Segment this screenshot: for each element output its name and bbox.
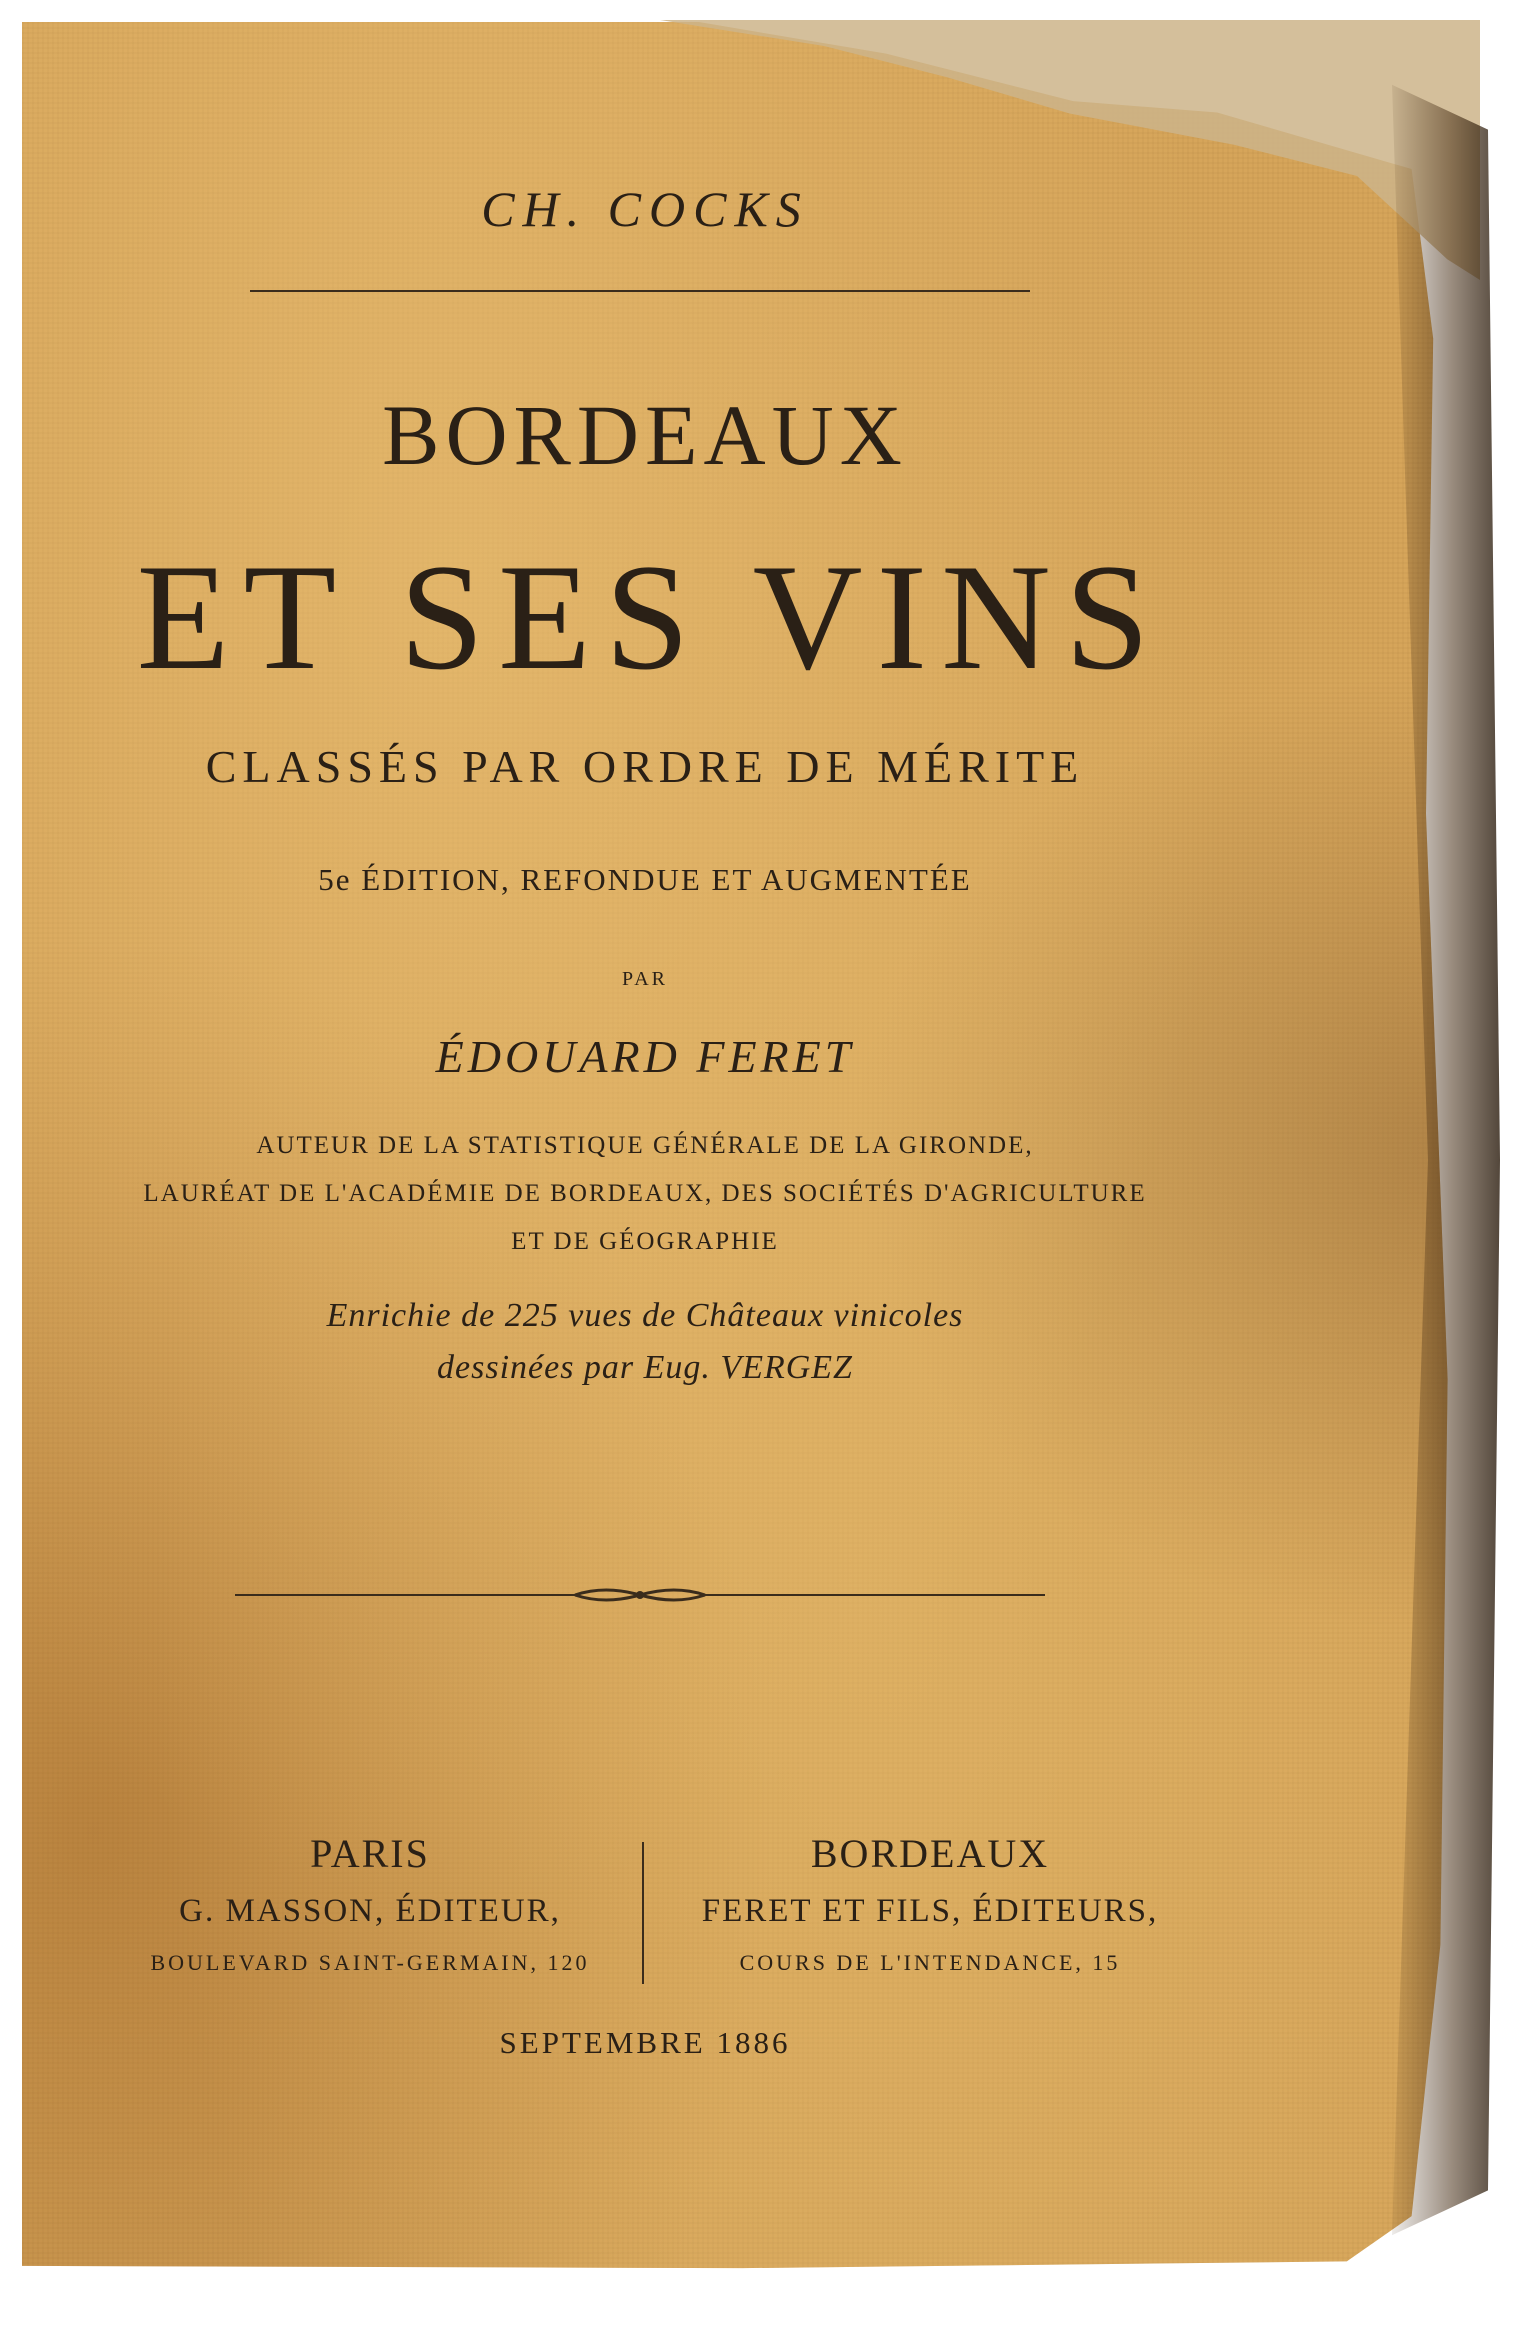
- publisher-name: FERET ET FILS, ÉDITEURS,: [701, 1893, 1159, 1929]
- credit-line: ET DE GÉOGRAPHIE: [511, 1228, 779, 1255]
- credit-line: AUTEUR DE LA STATISTIQUE GÉNÉRALE DE LA GIRONDE,: [256, 1132, 1034, 1159]
- publisher-city: PARIS: [310, 1831, 430, 1876]
- publisher-city: BORDEAUX: [810, 1831, 1050, 1876]
- publisher-divider: [642, 1842, 644, 1984]
- illustrations-line: Enrichie de 225 vues de Châteaux vinicoles: [326, 1297, 964, 1334]
- title-line-1: BORDEAUX: [382, 387, 908, 483]
- illustrations-line: dessinées par Eug. VERGEZ: [437, 1349, 853, 1386]
- ornament-divider: [235, 1580, 1045, 1610]
- publication-date: SEPTEMBRE 1886: [499, 2025, 791, 2060]
- author-line: CH. COCKS: [481, 181, 809, 237]
- editor-name: ÉDOUARD FERET: [435, 1031, 855, 1082]
- publisher-name: G. MASSON, ÉDITEUR,: [179, 1893, 561, 1929]
- illustrations-note: [0, 1290, 1290, 1394]
- by-line: PAR: [621, 968, 669, 990]
- publisher-address: COURS DE L'INTENDANCE, 15: [739, 1950, 1121, 1975]
- top-rule: [250, 290, 1030, 292]
- publisher-address: BOULEVARD SAINT-GERMAIN, 120: [150, 1950, 590, 1975]
- title-line-2: ET SES VINS: [136, 533, 1164, 701]
- subtitle: CLASSÉS PAR ORDRE DE MÉRITE: [205, 741, 1085, 792]
- edition-line: 5e ÉDITION, REFONDUE ET AUGMENTÉE: [318, 862, 972, 897]
- credit-line: LAURÉAT DE L'ACADÉMIE DE BORDEAUX, DES SOCIÉTÉS D'AGRICULTURE: [143, 1180, 1147, 1207]
- editor-credits: [0, 1122, 1290, 1266]
- publisher-paris: [90, 1830, 650, 1976]
- publisher-bordeaux: [660, 1830, 1200, 1976]
